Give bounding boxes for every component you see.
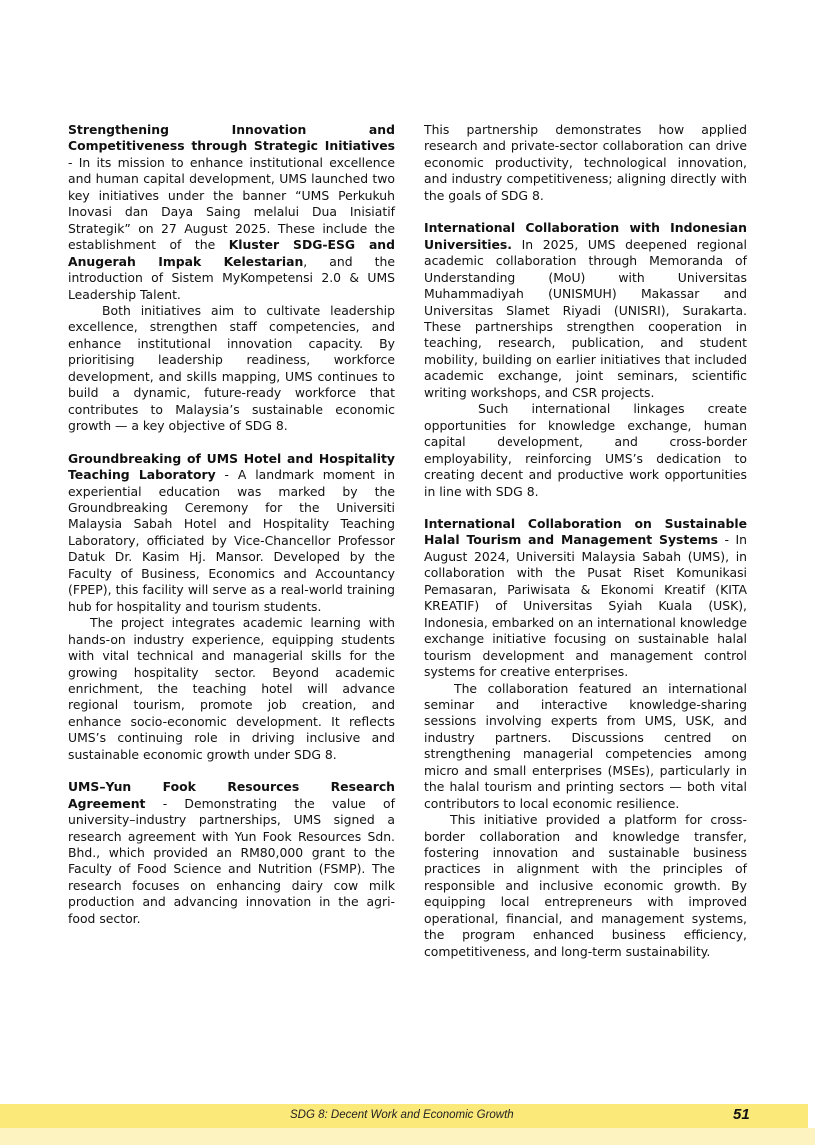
- s1-heading: Strengthening Innovation and Competitiveness through Strategic Initiatives: [68, 122, 395, 154]
- s5-paragraph: [424, 516, 747, 681]
- intro-paragraph: This partnership demonstrates how applied research and private-sector collaboration can drive economic productivity, technological innovation, and industry competitiveness; aligning directly with the goals of SDG 8.: [424, 122, 747, 203]
- s1-paragraph-2: Both initiatives aim to cultivate leadership excellence, strengthen staff competencies, and enhance institutional innovation capacity. By prioritising leadership readiness, workforce development, and skills mapping, UMS continues to build a dynamic, future-ready workforce that contributes to Malaysia’s sustainable economic growth — a key objective of SDG 8.: [68, 302, 395, 434]
- s4-text: In 2025, UMS deepened regional academic collaboration through Memoranda of Understanding (MoU) with Universitas Muhammadiyah (UNISMUH) Makassar and Universitas Slamet Riyadi (UNISRI), Surakarta. These partnerships strengthen cooperation in teaching, research, publication, and student mobility, building on earlier initiatives that included academic exchange, joint seminars, scientific writing workshops, and CSR projects.: [424, 236, 747, 400]
- s3-heading: UMS–Yun Fook Resources Research Agreement: [68, 779, 395, 811]
- s1-bold-term: Kluster SDG-ESG and Anugerah Impak Kelestarian: [68, 237, 395, 269]
- s3-paragraph: [68, 779, 395, 927]
- s5-paragraph-3: This initiative provided a platform for cross-border collaboration and knowledge transfer, fostering innovation and sustainable business practices in alignment with the principles of responsible and inclusive economic growth. By equipping local entrepreneurs with improved operational, financial, and management systems, the program enhanced business efficiency, competitiveness, and long-term sustainability.: [424, 812, 747, 959]
- s5-heading: International Collaboration on Sustainable Halal Tourism and Management Systems: [424, 515, 747, 548]
- right-column: [424, 122, 747, 960]
- s1-paragraph: [68, 122, 395, 303]
- page-number: 51: [733, 1106, 750, 1123]
- footer-title: SDG 8: Decent Work and Economic Growth: [290, 1109, 514, 1121]
- s3-text: - Demonstrating the value of university–industry partnerships, UMS signed a research agreement with Yun Fook Resources Sdn. Bhd., which provided an RM80,000 grant to the Faculty of Food Science and Nutrition (FSMP). The research focuses on enhancing dairy cow milk production and advancing innovation in the agri-food sector.: [68, 795, 395, 926]
- s2-heading: Groundbreaking of UMS Hotel and Hospitality Teaching Laboratory: [68, 450, 395, 483]
- s1-text-b: , and the introduction of Sistem MyKompetensi 2.0 & UMS Leadership Talent.: [68, 253, 395, 302]
- footer-edge: [0, 1128, 815, 1145]
- s2-paragraph: [68, 451, 395, 616]
- s4-paragraph: [424, 220, 747, 401]
- s4-paragraph-2: Such international linkages create opportunities for knowledge exchange, human capital development, and cross-border employability, reinforcing UMS’s dedication to creating decent and productive work opportunities in line with SDG 8.: [424, 401, 747, 499]
- s4-heading: International Collaboration with Indonesian Universities.: [424, 220, 747, 252]
- s1-text-a: - In its mission to enhance institutional excellence and human capital development, UMS launched two key initiatives under the banner “UMS Perkukuh Inovasi dan Daya Saing melalui Dua Inisiatif Strategik” on 27 August 2025. These include the establishment of the: [68, 154, 395, 253]
- s2-paragraph-2: The project integrates academic learning with hands-on industry experience, equipping students with vital technical and managerial skills for the growing hospitality sector. Beyond academic enrichment, the teaching hotel will advance regional tourism, promote job creation, and enhance socio-economic development. It reflects UMS’s continuing role in driving inclusive and sustainable economic growth under SDG 8.: [68, 615, 395, 762]
- s5-text: - In August 2024, Universiti Malaysia Sabah (UMS), in collaboration with the Pusat Riset Komunikasi Pemasaran, Pariwisata & Ekonomi Kreatif (KITA KREATIF) of Universitas Syiah Kuala (USK), Indonesia, embarked on an international knowledge exchange initiative focusing on sustainable halal tourism development and management control systems for creative enterprises.: [424, 532, 748, 680]
- s2-text: - A landmark moment in experiential education was marked by the Groundbreaking Ceremony for the Universiti Malaysia Sabah Hotel and Hospitality Teaching Laboratory, officiated by Vice-Chancellor Professor Datuk Dr. Kasim Hj. Mansor. Developed by the Faculty of Business, Economics and Accountancy (FPEP), this facility will serve as a real-world training hub for hospitality and tourism students.: [68, 467, 395, 614]
- s5-paragraph-2: The collaboration featured an international seminar and interactive knowledge-sharing sessions involving experts from UMS, USK, and industry partners. Discussions centred on strengthening managerial competencies among micro and small enterprises (MSEs), particularly in the halal tourism and printing sectors — both vital contributors to local economic resilience.: [424, 680, 747, 811]
- left-column: [68, 122, 395, 927]
